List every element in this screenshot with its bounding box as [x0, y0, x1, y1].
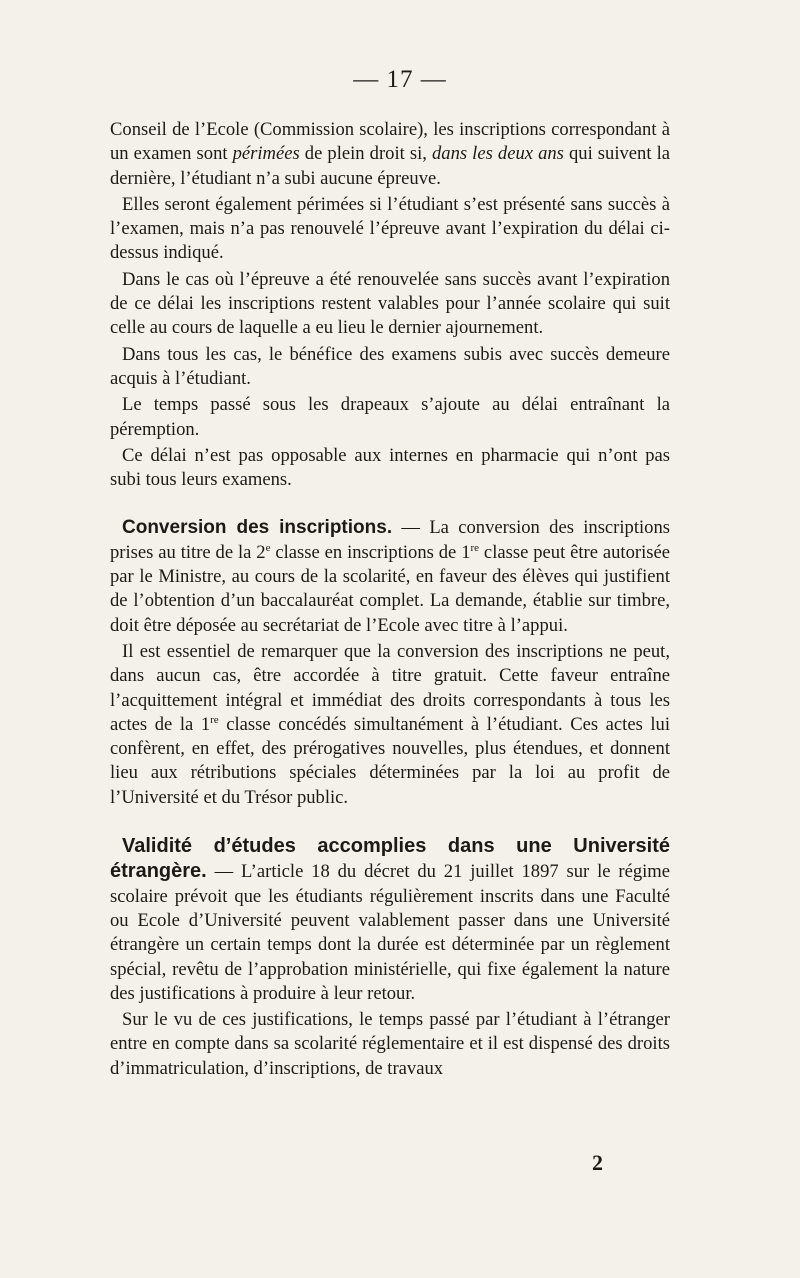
ordinal-superscript: re	[210, 713, 219, 726]
italic-term-perimees: périmées	[232, 143, 300, 165]
paragraph-conversion-fees	[110, 640, 670, 810]
paragraph-conversion	[110, 516, 670, 637]
ordinal-superscript: e	[265, 541, 271, 554]
page-number: — 17 —	[353, 66, 447, 93]
paragraph-text: L’article 18 du décret du 21 juillet 1897 sur le régime scolaire prévoit que les étudiants régulièrement inscrits dans une Faculté ou Ecole d’Université peuvent valablement passer dans une Université étrangère un certain temps dont la durée est déterminée par un règlement spécial, revêtu de l’approbation ministérielle, qui fixe également la nature des justifications à produire à leur retour.	[110, 861, 670, 1004]
paragraph-text: Il est essentiel de remarquer que la conversion des inscriptions ne peut, dans aucun cas, être accordée à titre gratuit. Cette faveur entraîne l’acquittement intégral et immédiat des droits correspondants à tous les actes de la 1	[110, 640, 670, 735]
paragraph-text: classe peut être autorisée par le Ministre, au cours de la scolarité, en faveur des élèves qui justifient de l’obtention d’un baccalauréat complet. La demande, établie sur timbre, doit être déposée au secrétariat de l’Ecole avec titre à l’appui.	[110, 541, 670, 636]
section-heading-conversion: Conversion des inscriptions.	[122, 517, 393, 539]
signature-mark: 2	[592, 1150, 603, 1175]
body-text	[110, 118, 670, 1081]
paragraph-text: classe en inscriptions de 1	[270, 541, 471, 563]
paragraph-text: La conversion des inscriptions prises au titre de la 2	[110, 517, 671, 563]
paragraph-text: Conseil de l’Ecole (Commission scolaire), les inscriptions correspondant à un examen sont	[110, 119, 670, 165]
heading-dash: —	[392, 517, 430, 539]
paragraph-renewed-exam: Dans le cas où l’épreuve a été renouvelée sans succès avant l’expiration de ce délai les inscriptions restent valables pour l’année scolaire qui suit celle au cours de laquelle a eu lieu le dernier ajournement.	[110, 268, 670, 339]
paragraph-military-service: Le temps passé sous les drapeaux s’ajoute au délai entraînant la péremption.	[110, 394, 670, 440]
paragraph-expiry-rule	[110, 118, 670, 191]
paragraph-text: de plein droit si,	[299, 143, 432, 165]
paragraph-benefit-retained: Dans tous les cas, le bénéfice des examens subis avec succès demeure acquis à l’étudiant.	[110, 343, 670, 389]
italic-term-two-years: dans les deux ans	[431, 143, 564, 165]
section-heading-validite: Validité d’études accomplies dans une Université étrangère.	[110, 835, 670, 883]
paragraph-text: qui suivent la dernière, l’étudiant n’a subi aucune épreuve.	[110, 143, 671, 189]
ordinal-superscript: re	[470, 541, 480, 554]
paragraph-pharmacy-interns: Ce délai n’est pas opposable aux internes en pharmacie qui n’ont pas subi tous leurs examens.	[110, 444, 670, 491]
paragraph-foreign-justifications: Sur le vu de ces justifications, le temps passé par l’étudiant à l’étranger entre en compte dans sa scolarité réglementaire et il est dispensé des droits d’immatriculation, d’inscriptions, de travaux	[110, 1009, 670, 1079]
paragraph-failed-exam: Elles seront également périmées si l’étudiant s’est présenté sans succès à l’examen, mais n’a pas renouvelé l’épreuve avant l’expiration du délai ci-dessus indiqué.	[110, 193, 670, 264]
paragraph-text: classe concédés simultanément à l’étudiant. Ces actes lui confèrent, en effet, des prérogatives nouvelles, plus étendues, et donnent lieu aux rétributions spéciales déterminées par la loi au profit de l’Université et du Trésor public.	[110, 713, 671, 808]
heading-dash: —	[206, 861, 242, 883]
paragraph-foreign-studies	[110, 834, 670, 1006]
